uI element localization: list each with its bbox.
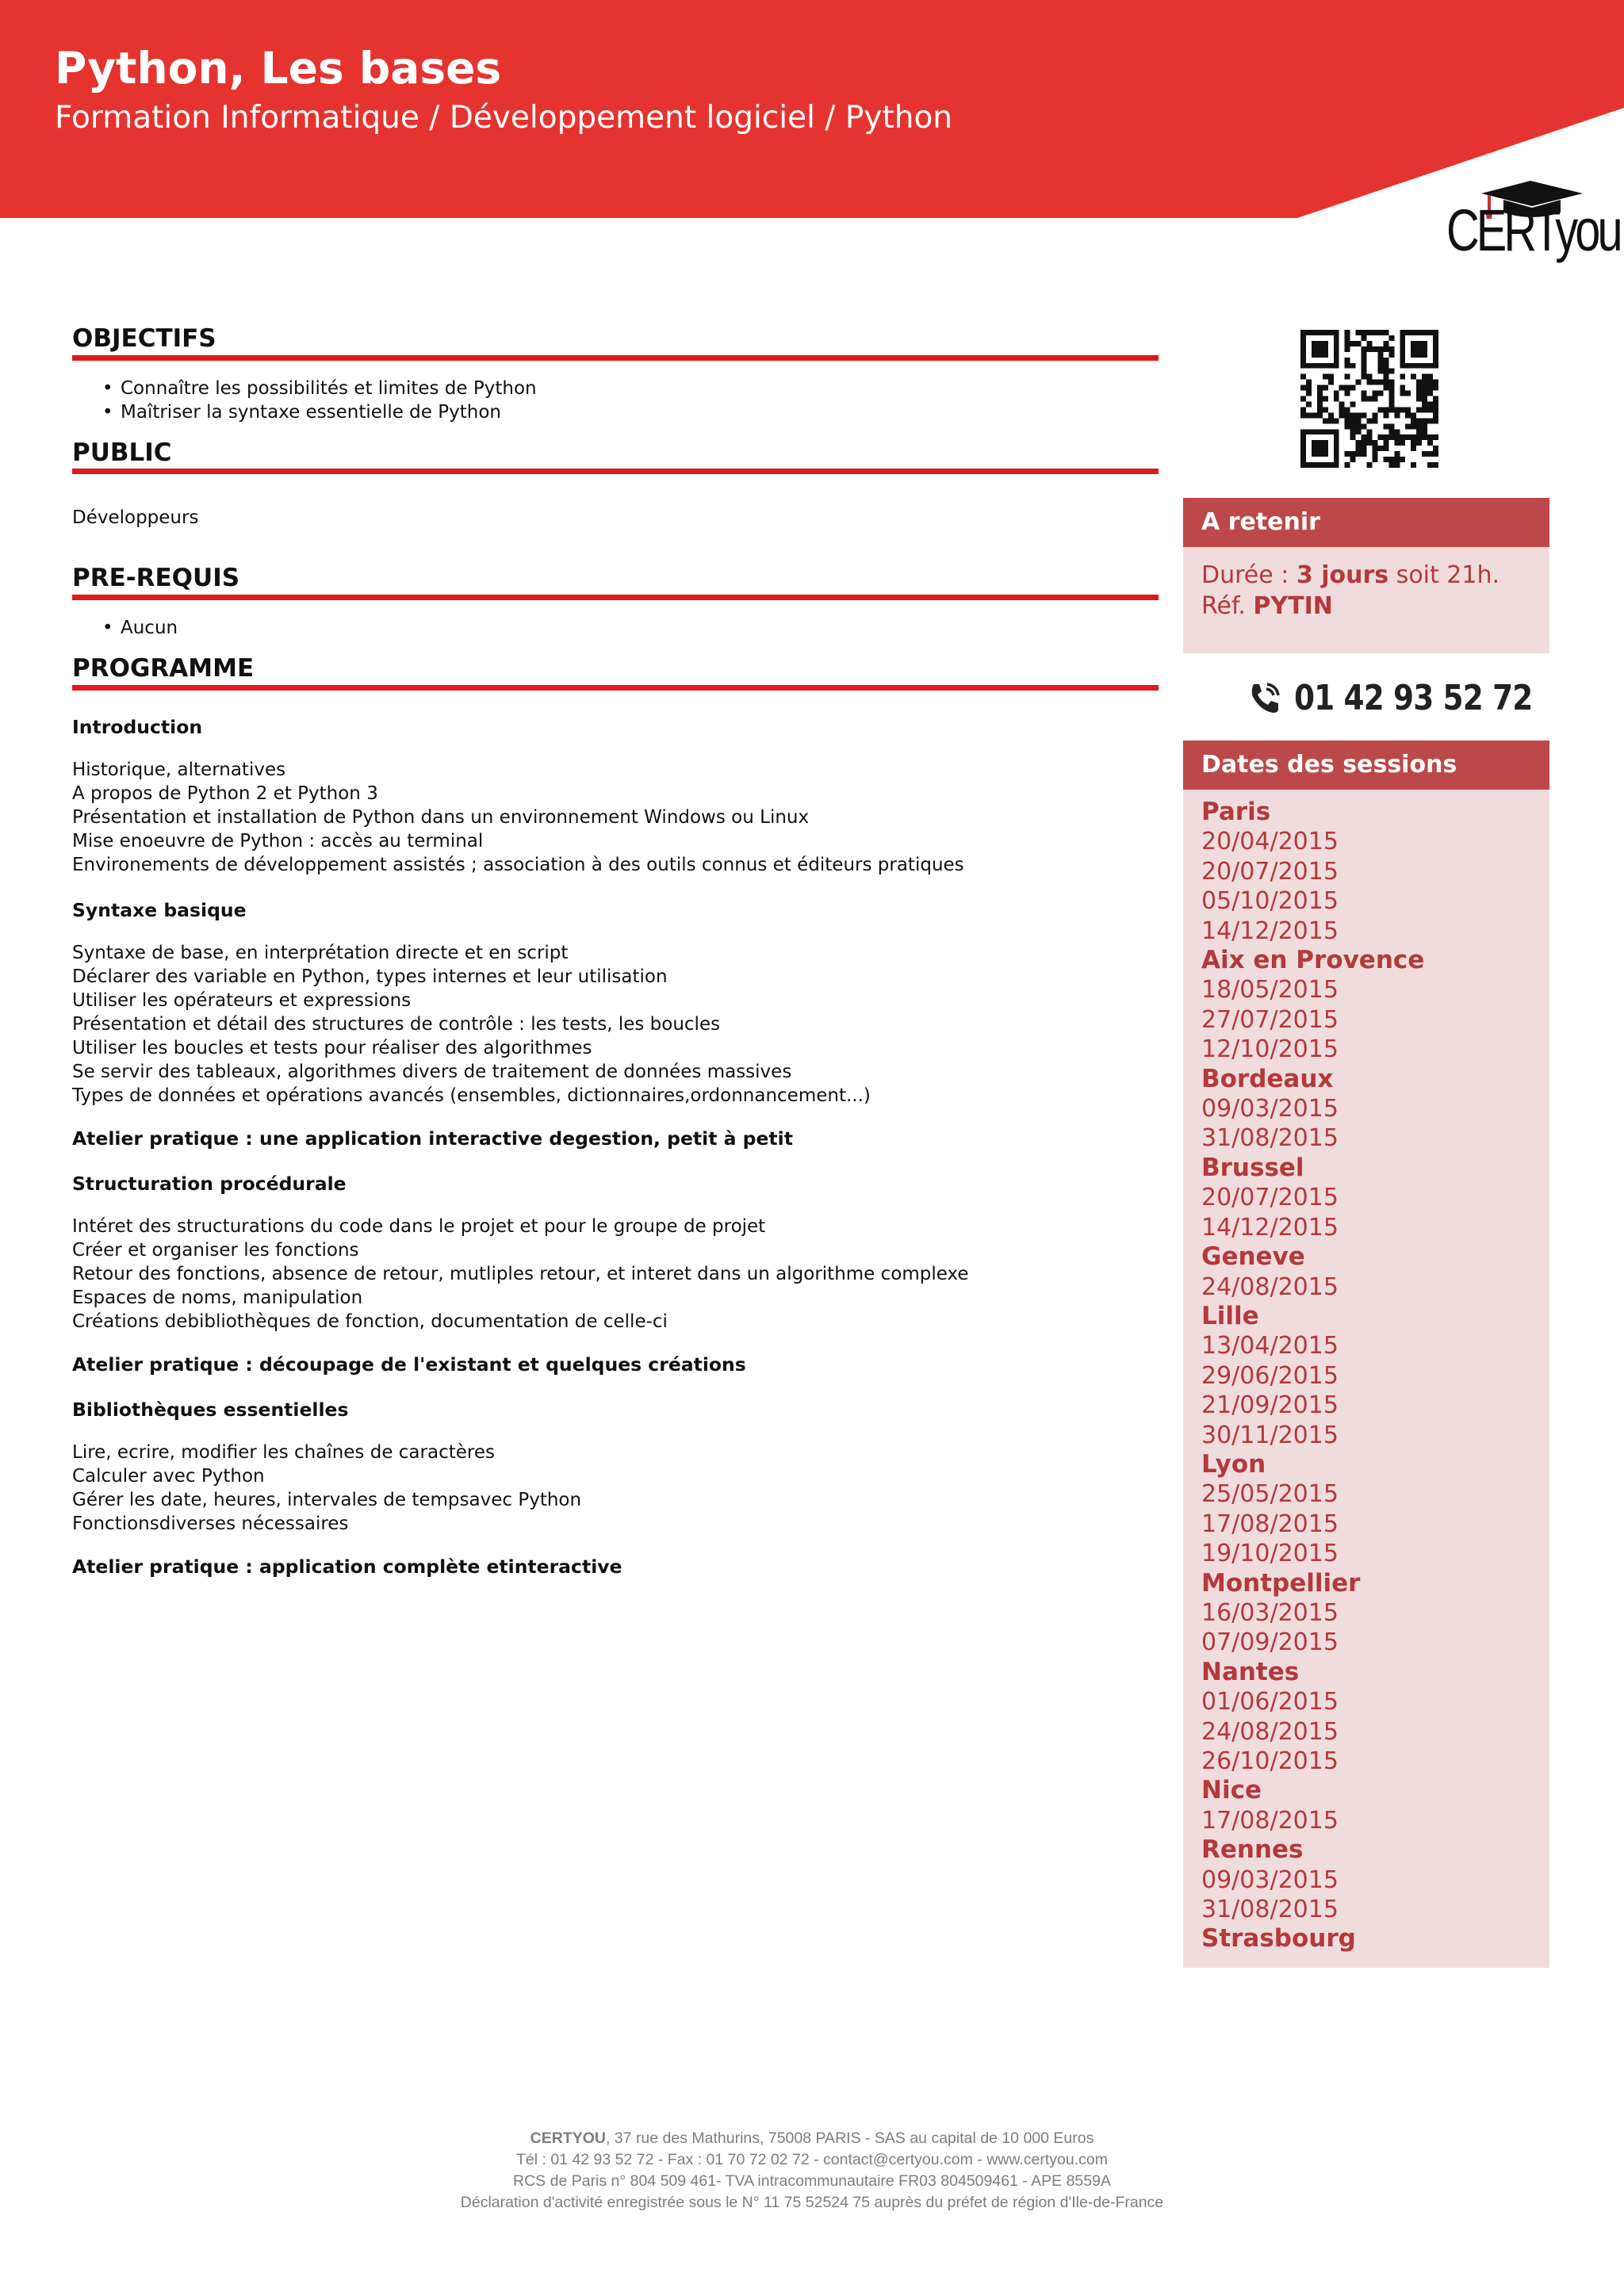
session-date: 14/12/2015 [1201, 1213, 1339, 1242]
session-date: 05/10/2015 [1201, 887, 1339, 916]
brand-text: CERTyou [1446, 197, 1620, 263]
list-item: • Connaître les possibilités et limites de Python [72, 377, 1159, 400]
session-date: 09/03/2015 [1201, 1095, 1339, 1123]
prerequis-section [72, 564, 1159, 640]
section-divider [72, 595, 1159, 600]
module-title: Introduction [72, 715, 203, 738]
prerequis-list [72, 616, 1159, 640]
section-heading: OBJECTIFS [72, 324, 216, 353]
session-city: Brussel [1201, 1153, 1304, 1182]
session-date: 14/12/2015 [1201, 916, 1339, 945]
session-date: 13/04/2015 [1201, 1332, 1339, 1360]
sessions-list [1183, 790, 1549, 1954]
section-heading: PRE-REQUIS [72, 564, 240, 593]
footer [0, 2128, 1624, 2214]
public-text: Développeurs [72, 507, 199, 529]
session-date: 09/03/2015 [1201, 1866, 1339, 1894]
public-section [72, 439, 1159, 530]
module-title: Bibliothèques essentielles [72, 1398, 349, 1421]
session-date: 30/11/2015 [1201, 1421, 1339, 1449]
objectifs-section [72, 325, 1159, 424]
module-line: Retour des fonctions, absence de retour, mutliples retour, et interet dans un algorithme complexe [72, 1263, 969, 1284]
session-date: 20/04/2015 [1201, 828, 1339, 856]
module-lines [72, 941, 1159, 1108]
session-city: Nice [1201, 1776, 1262, 1805]
list-item: • Aucun [72, 616, 1159, 640]
module-lines [72, 758, 1159, 877]
programme-module [72, 1172, 1159, 1376]
session-city: Strasbourg [1201, 1924, 1356, 1954]
session-date: 20/07/2015 [1201, 857, 1339, 886]
certyou-logo [1440, 176, 1620, 283]
session-date: 25/05/2015 [1201, 1480, 1339, 1509]
module-lines [72, 1441, 1159, 1536]
module-line: A propos de Python 2 et Python 3 [72, 783, 378, 804]
module-line: Calculer avec Python [72, 1465, 265, 1487]
session-city: Bordeaux [1201, 1064, 1334, 1093]
session-date: 24/08/2015 [1201, 1272, 1339, 1301]
programme-section [72, 655, 1159, 1578]
session-date: 18/05/2015 [1201, 976, 1339, 1004]
footer-line-3: RCS de Paris n° 804 509 461- TVA intracommunautaire FR03 804509461 - APE 8559A [513, 2172, 1111, 2190]
module-line: Syntaxe de base, en interprétation directe et en script [72, 942, 569, 963]
phone-icon [1247, 679, 1283, 716]
session-city: Paris [1201, 798, 1271, 826]
session-date: 29/06/2015 [1201, 1361, 1339, 1390]
objectifs-list [72, 377, 1159, 424]
session-date: 21/09/2015 [1201, 1391, 1339, 1420]
duree-label: Durée : [1201, 561, 1289, 589]
module-line: Types de données et opérations avancés (ensembles, dictionnaires,ordonnancement...) [72, 1085, 871, 1106]
module-lines [72, 1215, 1159, 1334]
footer-line-2: Tél : 01 42 93 52 72 - Fax : 01 70 72 02 72 - contact@certyou.com - www.certyou.com [516, 2151, 1108, 2168]
retenir-box [1183, 498, 1549, 653]
module-line: Fonctionsdiverses nécessaires [72, 1513, 349, 1534]
session-city: Rennes [1201, 1835, 1304, 1865]
section-heading: PROGRAMME [72, 653, 255, 683]
session-date: 17/08/2015 [1201, 1510, 1339, 1538]
section-heading: PUBLIC [72, 438, 172, 467]
session-city: Geneve [1201, 1242, 1305, 1272]
footer-company: CERTYOU [530, 2130, 606, 2147]
phone-number: 01 42 93 52 72 [1294, 677, 1533, 718]
retenir-heading: A retenir [1183, 498, 1549, 547]
session-date: 24/08/2015 [1201, 1717, 1339, 1746]
module-line: Créations debibliothèques de fonction, documentation de celle-ci [72, 1311, 668, 1332]
session-city: Nantes [1201, 1657, 1300, 1686]
session-city: Montpellier [1201, 1568, 1361, 1598]
qr-code [1300, 330, 1438, 468]
session-date: 12/10/2015 [1201, 1035, 1339, 1064]
module-line: Historique, alternatives [72, 759, 286, 780]
module-title: Structuration procédurale [72, 1172, 347, 1195]
session-city: Lyon [1201, 1449, 1266, 1479]
module-line: Présentation et installation de Python dans un environnement Windows ou Linux [72, 806, 810, 828]
footer-line-1 [0, 2128, 1624, 2149]
atelier-line: Atelier pratique : découpage de l'existant et quelques créations [72, 1353, 746, 1376]
module-line: Créer et organiser les fonctions [72, 1239, 359, 1261]
session-date: 07/09/2015 [1201, 1628, 1339, 1657]
sessions-box [1183, 740, 1549, 1968]
ref-line [1201, 591, 1531, 622]
module-line: Utiliser les opérateurs et expressions [72, 989, 412, 1011]
atelier-line: Atelier pratique : application complète etinteractive [72, 1555, 622, 1578]
duree-suffix: soit 21h. [1396, 561, 1500, 589]
session-date: 17/08/2015 [1201, 1806, 1339, 1835]
module-line: Présentation et détail des structures de contrôle : les tests, les boucles [72, 1013, 721, 1035]
footer-line-4: Déclaration d'activité enregistrée sous le N° 11 75 52524 75 auprès du préfet de région d'Ile-de-France [460, 2194, 1164, 2211]
module-line: Lire, ecrire, modifier les chaînes de caractères [72, 1441, 495, 1463]
module-line: Utiliser les boucles et tests pour réaliser des algorithmes [72, 1037, 592, 1058]
list-item: • Maîtriser la syntaxe essentielle de Python [72, 400, 1159, 424]
session-date: 20/07/2015 [1201, 1184, 1339, 1212]
page-title: Python, Les bases [55, 43, 502, 94]
section-divider [72, 355, 1159, 361]
footer-address: , 37 rue des Mathurins, 75008 PARIS - SAS au capital de 10 000 Euros [606, 2130, 1094, 2147]
module-title: Syntaxe basique [72, 898, 247, 921]
duree-line [1201, 560, 1531, 591]
session-date: 01/06/2015 [1201, 1688, 1339, 1716]
retenir-body [1183, 547, 1549, 622]
session-date: 31/08/2015 [1201, 1896, 1339, 1924]
main-content [72, 325, 1159, 1578]
session-city: Aix en Provence [1201, 946, 1425, 975]
programme-module [72, 898, 1159, 1150]
atelier-line: Atelier pratique : une application interactive degestion, petit à petit [72, 1127, 793, 1150]
session-city: Lille [1201, 1301, 1259, 1330]
breadcrumb: Formation Informatique / Développement logiciel / Python [55, 100, 953, 136]
ref-label: Réf. [1201, 592, 1246, 620]
ref-value: PYTIN [1253, 592, 1333, 620]
session-date: 27/07/2015 [1201, 1005, 1339, 1034]
phone-contact[interactable] [1247, 674, 1574, 721]
duree-value: 3 jours [1296, 561, 1389, 589]
session-date: 31/08/2015 [1201, 1124, 1339, 1153]
section-divider [72, 469, 1159, 474]
session-date: 19/10/2015 [1201, 1540, 1339, 1568]
module-line: Gérer les date, heures, intervales de tempsavec Python [72, 1489, 582, 1510]
module-line: Intéret des structurations du code dans le projet et pour le groupe de projet [72, 1215, 766, 1237]
module-line: Mise enoeuvre de Python : accès au terminal [72, 830, 484, 851]
module-line: Se servir des tableaux, algorithmes divers de traitement de données massives [72, 1061, 792, 1082]
module-line: Environements de développement assistés ; association à des outils connus et éditeurs pratiques [72, 854, 964, 875]
programme-module [72, 1398, 1159, 1578]
module-line: Déclarer des variable en Python, types internes et leur utilisation [72, 966, 668, 987]
programme-body [72, 715, 1159, 1578]
session-date: 26/10/2015 [1201, 1747, 1339, 1775]
section-divider [72, 685, 1159, 691]
module-line: Espaces de noms, manipulation [72, 1287, 363, 1308]
programme-module [72, 715, 1159, 877]
session-date: 16/03/2015 [1201, 1598, 1339, 1627]
sessions-heading: Dates des sessions [1183, 740, 1549, 790]
